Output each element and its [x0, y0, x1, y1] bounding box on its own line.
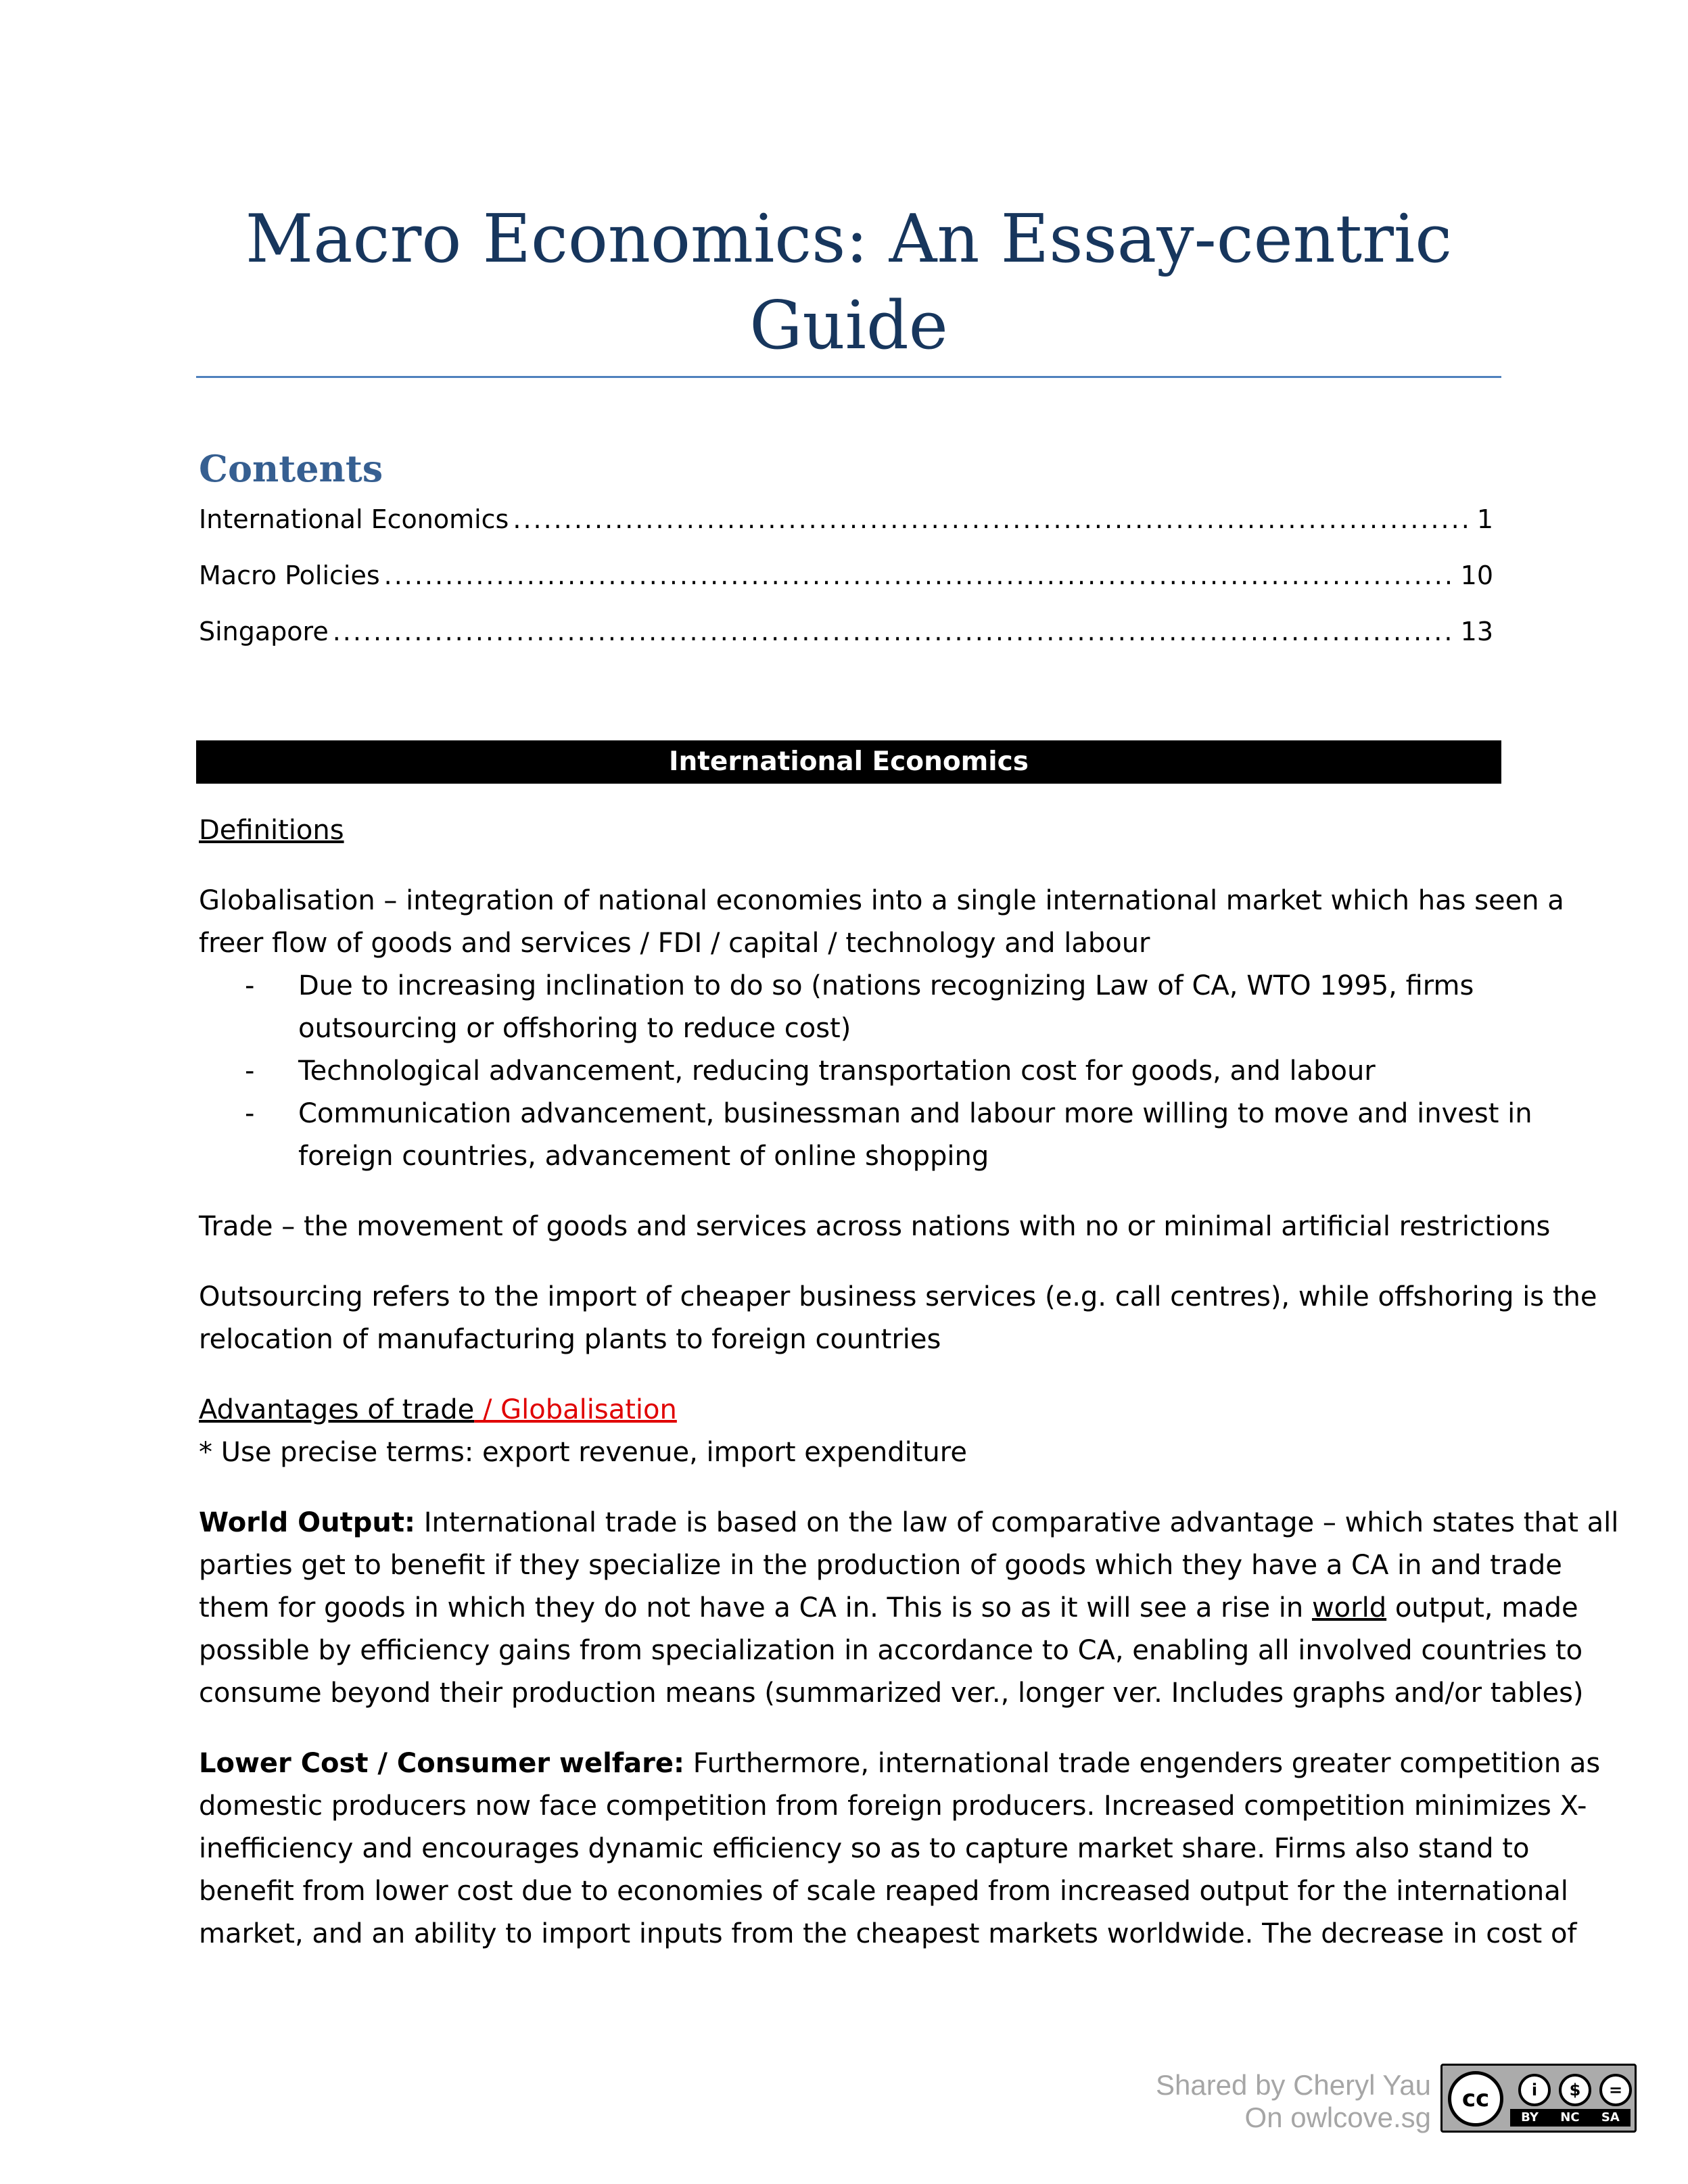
world-output-line-5: consume beyond their production means (summarized ver., longer ver. Includes graphs and/or tables): [199, 1678, 1584, 1709]
lower-cost-label: Lower Cost / Consumer welfare:: [199, 1748, 685, 1779]
advantages-heading-globalisation: / Globalisation: [474, 1394, 677, 1425]
sharealike-icon: =: [1599, 2074, 1632, 2106]
toc-page-number: 13: [1460, 617, 1493, 646]
license-label-by: BY: [1521, 2110, 1539, 2124]
world-output-line-3: [199, 1587, 1578, 1630]
toc-page-number: 10: [1460, 561, 1493, 590]
title-divider: [196, 376, 1501, 378]
bullet-technological: Technological advancement, reducing transportation cost for goods, and labour: [298, 1055, 1376, 1087]
toc-entry-label: Macro Policies: [199, 561, 380, 590]
license-label-sa: SA: [1601, 2110, 1620, 2124]
toc-leader: [384, 557, 1457, 594]
world-output-line-1: [199, 1502, 1619, 1544]
title-line-1: Macro Economics: An Essay-centric: [245, 201, 1453, 278]
advantages-heading-text: Advantages of trade: [199, 1394, 475, 1425]
document-title: [196, 196, 1501, 369]
cc-logo-icon: cc: [1448, 2071, 1503, 2127]
toc-leader: [333, 613, 1457, 650]
license-label-nc: NC: [1560, 2110, 1580, 2124]
lower-cost-line-2: domestic producers now face competition from foreign producers. Increased competition minimizes X-: [199, 1790, 1587, 1822]
world-output-text: International trade is based on the law of comparative advantage – which states that all: [415, 1507, 1619, 1538]
toc-leader: [513, 501, 1472, 538]
world-emphasis: world: [1311, 1592, 1387, 1623]
footer-shared-by: Shared by Cheryl Yau: [1155, 2069, 1431, 2101]
world-output-text: output, made: [1386, 1592, 1578, 1623]
precise-terms-note: * Use precise terms: export revenue, import expenditure: [199, 1437, 967, 1468]
toc-entry-label: Singapore: [199, 617, 329, 646]
bullet-dash: -: [245, 1098, 255, 1129]
outsourcing-definition-line-2: relocation of manufacturing plants to foreign countries: [199, 1324, 941, 1355]
world-output-line-2: parties get to benefit if they specialize in the production of goods which they have a CA in and trade: [199, 1550, 1562, 1581]
bullet-communication-line-1: Communication advancement, businessman and labour more willing to move and invest in: [298, 1098, 1532, 1129]
license-labels: [1510, 2109, 1631, 2127]
trade-definition: Trade – the movement of goods and services across nations with no or minimal artificial restrictions: [199, 1211, 1551, 1242]
bullet-inclination-line-2: outsourcing or offshoring to reduce cost): [298, 1013, 851, 1044]
advantages-heading: [199, 1389, 1497, 1431]
lower-cost-line-4: benefit from lower cost due to economies of scale reaped from increased output for the international: [199, 1876, 1568, 1907]
definitions-heading: Definitions: [199, 815, 344, 846]
toc-entry-label: International Economics: [199, 504, 509, 534]
toc-page-number: 1: [1476, 504, 1493, 534]
toc-entry-macro-policies[interactable]: [199, 557, 1493, 594]
bullet-communication-line-2: foreign countries, advancement of online shopping: [298, 1141, 989, 1172]
attribution-icon: i: [1518, 2074, 1551, 2106]
bullet-inclination-line-1: Due to increasing inclination to do so (nations recognizing Law of CA, WTO 1995, firms: [298, 970, 1474, 1001]
toc-entry-singapore[interactable]: [199, 613, 1493, 650]
globalisation-definition-line-2: freer flow of goods and services / FDI / capital / technology and labour: [199, 928, 1150, 959]
contents-heading: Contents: [199, 447, 383, 490]
creative-commons-license-badge: [1440, 2064, 1637, 2133]
toc-entry-international-economics[interactable]: [199, 501, 1493, 538]
lower-cost-line-5: market, and an ability to import inputs from the cheapest markets worldwide. The decrease in cost of: [199, 1918, 1577, 1949]
lower-cost-line-1: [199, 1742, 1601, 1785]
bullet-dash: -: [245, 970, 255, 1001]
world-output-label: World Output:: [199, 1507, 415, 1538]
bullet-dash: -: [245, 1055, 255, 1087]
world-output-text: them for goods in which they do not have a CA in. This is so as it will see a rise in: [199, 1592, 1312, 1623]
lower-cost-line-3: inefficiency and encourages dynamic efficiency so as to capture market share. Firms also stand to: [199, 1833, 1530, 1864]
section-heading-bar: International Economics: [196, 740, 1501, 784]
noncommercial-icon: $: [1559, 2074, 1591, 2106]
title-line-2: Guide: [749, 287, 948, 364]
world-output-line-4: possible by efficiency gains from specialization in accordance to CA, enabling all involved countries to: [199, 1635, 1583, 1666]
lower-cost-text: Furthermore, international trade engenders greater competition as: [684, 1748, 1601, 1779]
outsourcing-definition-line-1: Outsourcing refers to the import of cheaper business services (e.g. call centres), while offshoring is the: [199, 1281, 1597, 1312]
footer-site: On owlcove.sg: [1244, 2102, 1431, 2133]
globalisation-definition-line-1: Globalisation – integration of national economies into a single international market which has seen a: [199, 885, 1564, 916]
